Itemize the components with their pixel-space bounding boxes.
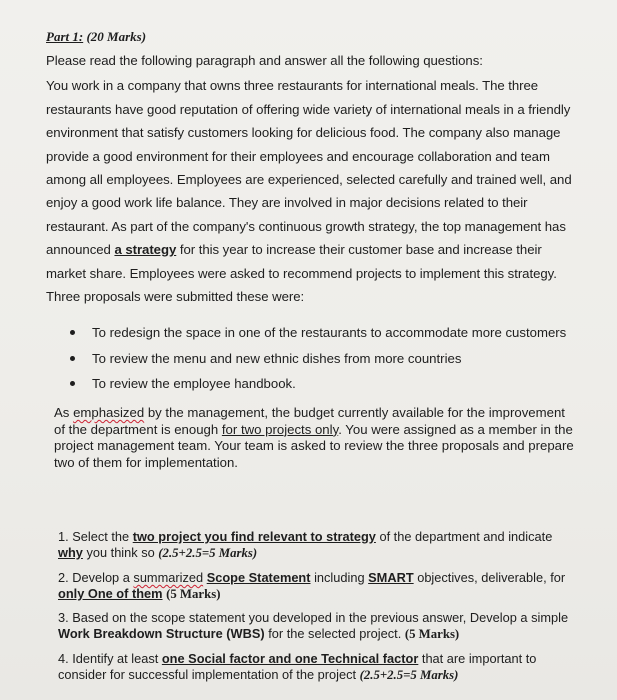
question-2 xyxy=(58,570,580,602)
proposal-item: To review the menu and new ethnic dishes from more countries xyxy=(70,346,566,372)
q1-text: you think so xyxy=(82,545,159,560)
q2-text: including xyxy=(310,570,369,585)
part-marks: (20 Marks) xyxy=(86,29,147,44)
q2-text: objectives, deliverable, for xyxy=(413,570,566,585)
q4-key-phrase: one Social factor and one Technical factor xyxy=(161,651,419,666)
proposal-item: To redesign the space in one of the restaurants to accommodate more customers xyxy=(70,320,566,346)
scenario-text xyxy=(46,74,578,308)
scope-statement-term: Scope Statement xyxy=(206,570,311,585)
scenario-body: You work in a company that owns three restaurants for international meals. The three restaurants have good reputation of offering wide variety of international meals in a friendly environment that satisfy customers looking for delicious food. The company also manage provide a good environment for their employees and encourage collaboration and team among all employees. Employees are experienced, selected carefully and trained well, and enjoy a good work life balance. They are involved in major decisions related to their restaurant. As part of the company's continuous growth strategy, the top management has announced xyxy=(46,78,572,258)
q1-text: 1. Select the xyxy=(58,529,133,544)
context-text: . You were assigned as a member in the project management team. Your team is asked to review the three proposals and prepare two of them for implementation. xyxy=(54,421,574,470)
question-1 xyxy=(58,529,580,561)
only-one-term: only One of them xyxy=(58,586,163,601)
part-title xyxy=(46,29,146,45)
context-text: by the management, the budget currently available for the improvement of the department is enough xyxy=(54,405,565,437)
question-4 xyxy=(58,651,580,683)
emphasized-word: emphasized xyxy=(73,405,145,420)
proposal-list xyxy=(70,320,566,397)
question-3 xyxy=(58,610,580,642)
two-projects-term: for two projects only xyxy=(221,421,339,437)
summarized-word: summarized xyxy=(133,570,204,585)
wbs-term: Work Breakdown Structure (WBS) xyxy=(58,626,265,641)
q3-text: for the selected project. xyxy=(264,626,405,641)
q4-text: that are important to consider for successful implementation of the project xyxy=(58,651,537,682)
q1-why: why xyxy=(58,545,83,560)
part-label: Part 1: xyxy=(46,29,84,44)
q4-text: 4. Identify at least xyxy=(58,651,162,666)
proposal-item: To review the employee handbook. xyxy=(70,371,566,397)
q2-marks: (5 Marks) xyxy=(166,587,221,601)
intro-lead: Please read the following paragraph and answer all the following questions: xyxy=(46,53,483,68)
scenario-end: for this year to increase their customer base and increase their market share. Employees were asked to recommend projects to implement this strategy. Three proposals were submitted these were: xyxy=(46,242,557,305)
q3-marks: (5 Marks) xyxy=(404,627,460,641)
q1-text: of the department and indicate xyxy=(375,529,553,544)
q1-marks: (2.5+2.5=5 Marks) xyxy=(158,546,258,560)
intro-paragraph xyxy=(46,49,578,308)
q2-text: 2. Develop a xyxy=(58,570,134,585)
context-text: As xyxy=(54,405,74,420)
strategy-term: a strategy xyxy=(114,242,177,258)
q3-text: 3. Based on the scope statement you developed in the previous answer, Develop a simple xyxy=(58,610,569,625)
smart-term: SMART xyxy=(368,570,414,585)
q1-key-phrase: two project you find relevant to strategy xyxy=(132,529,376,544)
context-paragraph xyxy=(54,405,579,471)
q4-marks: (2.5+2.5=5 Marks) xyxy=(359,668,459,682)
